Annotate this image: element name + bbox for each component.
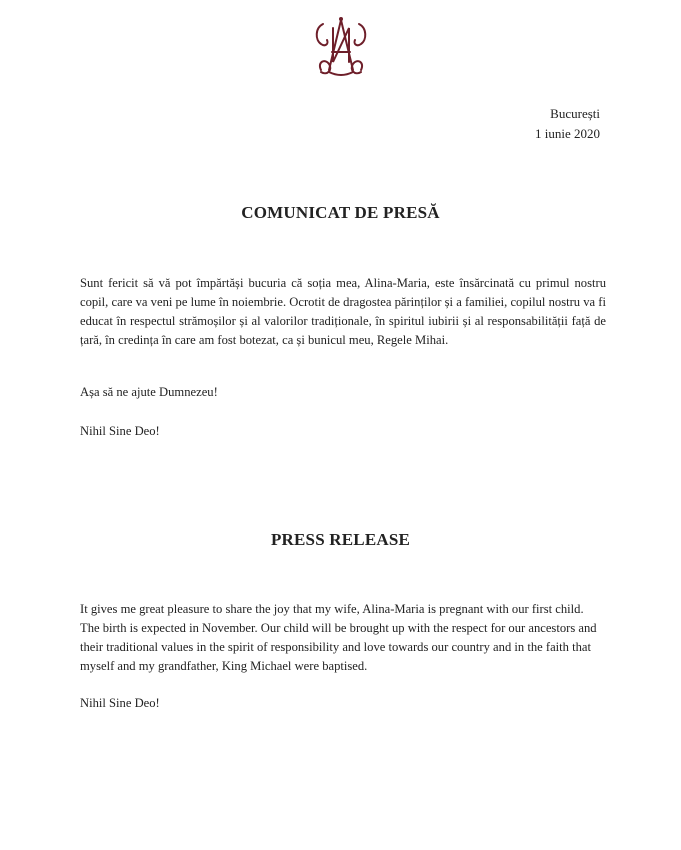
romanian-paragraph-1: Sunt fericit să vă pot împărtăși bucuria că soția mea, Alina-Maria, este însărcinată cu primul nostru copil, care va veni pe lume în noiembrie. Ocrotit de dragostea părinților și a familiei, copilul nostru va fi educat în respectul strămoșilor și al valorilor tradiționale, în spiritul iubirii și al responsabilității față de țară, în credința în care am fost botezat, ca și bunicul meu, Regele Mihai. bbox=[80, 276, 606, 347]
royal-monogram-icon bbox=[311, 14, 371, 80]
english-paragraph-2: Nihil Sine Deo! bbox=[80, 696, 160, 710]
romanian-paragraph-3: Nihil Sine Deo! bbox=[80, 424, 160, 438]
place-text: București bbox=[550, 106, 600, 121]
romanian-paragraph-2: Așa să ne ajute Dumnezeu! bbox=[80, 385, 218, 399]
date-text: 1 iunie 2020 bbox=[535, 126, 600, 141]
english-heading: PRESS RELEASE bbox=[270, 530, 411, 549]
english-paragraph-1: It gives me great pleasure to share the joy that my wife, Alina-Maria is pregnant with our first child. The birth is expected in November. Our child will be brought up with the respect for our ancestors and their traditional values in the spirit of responsibility and love towards our country and in the faith that myself and my grandfather, King Michael were baptised. bbox=[80, 602, 597, 673]
romanian-heading: COMUNICAT DE PRESĂ bbox=[241, 203, 440, 222]
place-date-block bbox=[535, 104, 600, 144]
